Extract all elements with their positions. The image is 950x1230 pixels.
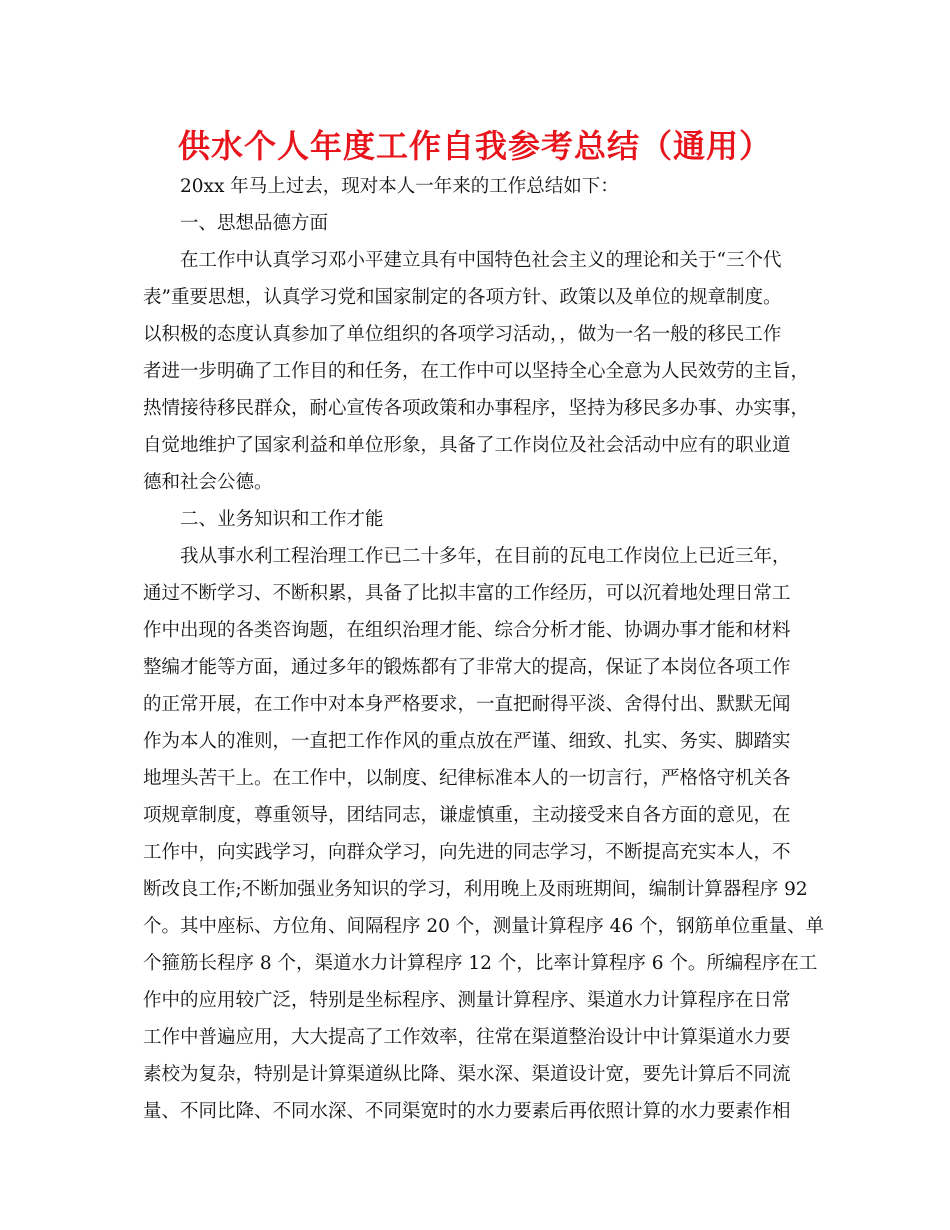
text-line: 作为本人的准则，一直把工作作风的重点放在严谨、细致、扎实、务实、脚踏实 — [143, 731, 791, 752]
text-line: 通过不断学习、不断积累，具备了比拟丰富的工作经历，可以沉着地处理日常工 — [143, 583, 791, 604]
text-line: 断改良工作;不断加强业务知识的学习，利用晚上及雨班期间，编制计算器程序 92 — [143, 879, 808, 900]
text-line: 个。其中座标、方位角、间隔程序 20 个，测量计算程序 46 个，钢筋单位重量、单 — [143, 916, 825, 937]
text-line: 德和社会公德。 — [143, 472, 273, 493]
intro-paragraph — [143, 168, 809, 205]
text-line: 项规章制度，尊重领导，团结同志，谦虚慎重，主动接受来自各方面的意见，在 — [143, 805, 791, 826]
text-line: 一、思想品德方面 — [180, 213, 329, 234]
text-line: 的正常开展，在工作中对本身严格要求，一直把耐得平淡、舍得付出、默默无闻 — [143, 694, 791, 715]
section-heading-skills — [143, 501, 809, 538]
text-line: 作中的应用较广泛，特别是坐标程序、测量计算程序、渠道水力计算程序在日常 — [143, 990, 791, 1011]
text-line: 素校为复杂，特别是计算渠道纵比降、渠水深、渠道设计宽，要先计算后不同流 — [143, 1064, 791, 1085]
text-line: 量、不同比降、不同水深、不同渠宽时的水力要素后再依照计算的水力要素作相 — [143, 1101, 791, 1122]
text-line: 表”重要思想，认真学习党和国家制定的各项方针、政策以及单位的规章制度。 — [143, 287, 782, 308]
text-line: 个箍筋长程序 8 个，渠道水力计算程序 12 个，比率计算程序 6 个。所编程序在工 — [143, 953, 818, 974]
ideology-paragraph — [143, 242, 809, 501]
document-title: 供水个人年度工作自我参考总结（通用） — [177, 127, 772, 165]
text-line: 二、业务知识和工作才能 — [180, 509, 384, 530]
text-line: 工作中普遍应用，大大提高了工作效率，往常在渠道整治设计中计算渠道水力要 — [143, 1027, 791, 1048]
document-body — [143, 168, 825, 1130]
text-line: 自觉地维护了国家利益和单位形象，具备了工作岗位及社会活动中应有的职业道 — [143, 435, 791, 456]
text-line: 工作中，向实践学习，向群众学习，向先进的同志学习，不断提高充实本人，不 — [143, 842, 791, 863]
skills-paragraph — [143, 538, 825, 1130]
text-line: 作中出现的各类咨询题，在组织治理才能、综合分析才能、协调办事才能和材料 — [143, 620, 791, 641]
text-line: 20xx 年马上过去，现对本人一年来的工作总结如下： — [180, 176, 619, 197]
text-line: 热情接待移民群众，耐心宣传各项政策和办事程序，坚持为移民多办事、办实事， — [143, 398, 810, 419]
text-line: 者进一步明确了工作目的和任务，在工作中可以坚持全心全意为人民效劳的主旨， — [143, 361, 810, 382]
section-heading-ideology — [143, 205, 809, 242]
text-line: 在工作中认真学习邓小平建立具有中国特色社会主义的理论和关于“三个代 — [180, 250, 782, 271]
text-line: 地埋头苦干上。在工作中，以制度、纪律标准本人的一切言行，严格恪守机关各 — [143, 768, 791, 789]
text-line: 整编才能等方面，通过多年的锻炼都有了非常大的提高，保证了本岗位各项工作 — [143, 657, 791, 678]
text-line: 我从事水利工程治理工作已二十多年，在目前的瓦电工作岗位上已近三年， — [180, 546, 791, 567]
text-line: 以积极的态度认真参加了单位组织的各项学习活动，，做为一名一般的移民工作 — [143, 324, 782, 345]
